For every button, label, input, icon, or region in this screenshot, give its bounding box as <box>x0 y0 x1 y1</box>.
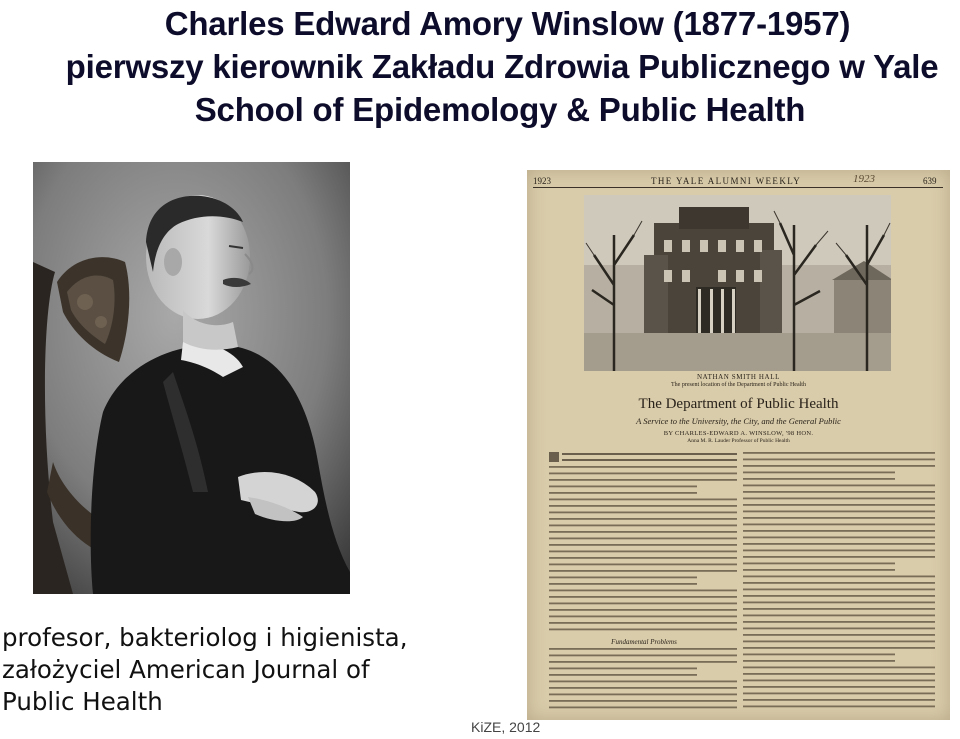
text-line <box>549 700 737 702</box>
text-line <box>743 459 935 461</box>
title-line-2: pierwszy kierownik Zakładu Zdrowia Publicznego w Yale <box>65 48 939 85</box>
text-line <box>743 693 935 695</box>
text-line <box>743 524 935 526</box>
text-line <box>549 525 737 527</box>
text-line <box>743 550 935 552</box>
text-line <box>549 499 737 501</box>
text-line <box>743 465 935 467</box>
text-line <box>549 668 697 670</box>
text-line <box>549 622 737 624</box>
text-line <box>743 706 935 708</box>
footer-credit: KiZE, 2012 <box>471 719 541 735</box>
page-number: 639 <box>923 176 937 186</box>
article-byline-role: Anna M. R. Lauder Professor of Public Health <box>687 438 790 444</box>
text-line <box>743 582 935 584</box>
text-line <box>549 687 737 689</box>
text-line <box>743 589 935 591</box>
text-line <box>549 512 737 514</box>
portrait-illustration <box>33 162 350 594</box>
text-line <box>743 602 935 604</box>
portrait-photo <box>33 162 350 594</box>
caption-line-3: Public Health <box>2 687 163 716</box>
text-line <box>743 511 935 513</box>
text-line <box>743 673 935 675</box>
photo-subcaption: The present location of the Department of Public Health <box>671 382 806 388</box>
text-line <box>743 667 935 669</box>
article-title: The Department of Public Health <box>638 396 839 412</box>
text-line <box>743 576 935 578</box>
magazine-page <box>527 170 950 720</box>
page-year-left: 1923 <box>533 176 551 186</box>
text-line <box>549 603 737 605</box>
column-left-text-lines <box>549 450 739 712</box>
text-line <box>743 615 935 617</box>
text-line <box>743 498 935 500</box>
article-column-right <box>743 450 939 715</box>
caption-line-1: profesor, bakteriolog i higienista, <box>2 623 408 652</box>
text-line <box>549 707 737 709</box>
text-line <box>743 686 935 688</box>
text-line <box>549 479 737 481</box>
caption-line-2: założyciel American Journal of <box>2 655 370 684</box>
title-line-3: School of Epidemology & Public Health <box>194 91 806 128</box>
text-line <box>549 616 737 618</box>
text-line <box>549 492 697 494</box>
text-line <box>743 517 935 519</box>
text-line <box>743 478 895 480</box>
column-right-text-lines <box>743 450 939 712</box>
text-line <box>549 570 737 572</box>
text-line <box>743 654 895 656</box>
text-line <box>549 564 737 566</box>
text-line <box>549 551 737 553</box>
text-line <box>743 472 895 474</box>
text-line <box>549 557 737 559</box>
text-line <box>743 537 935 539</box>
text-line <box>549 661 737 663</box>
text-line <box>743 485 935 487</box>
caption <box>2 622 407 718</box>
text-line <box>743 680 935 682</box>
title-line-1: Charles Edward Amory Winslow (1877-1957) <box>164 5 851 42</box>
text-line <box>549 694 737 696</box>
text-line <box>743 628 935 630</box>
text-line <box>743 621 935 623</box>
text-line <box>743 641 935 643</box>
text-line <box>549 544 737 546</box>
building-photo <box>584 195 891 371</box>
article-byline: BY CHARLES-EDWARD A. WINSLOW, '98 HON. <box>663 430 814 437</box>
text-line <box>549 538 737 540</box>
text-line <box>743 647 935 649</box>
text-line <box>743 569 895 571</box>
text-line <box>743 660 895 662</box>
text-line <box>549 590 737 592</box>
text-line <box>549 466 737 468</box>
text-line <box>549 486 697 488</box>
text-line <box>549 655 737 657</box>
text-line <box>743 595 935 597</box>
text-line <box>549 531 737 533</box>
text-line <box>549 473 737 475</box>
text-line <box>743 556 935 558</box>
text-line <box>549 577 697 579</box>
text-line <box>549 518 737 520</box>
text-line <box>743 452 935 454</box>
building-illustration <box>584 195 891 371</box>
text-line <box>549 596 737 598</box>
text-line <box>549 629 737 631</box>
text-line <box>743 530 935 532</box>
text-line <box>549 505 737 507</box>
text-line <box>743 563 895 565</box>
magazine-title: THE YALE ALUMNI WEEKLY <box>651 176 802 186</box>
text-line <box>549 674 697 676</box>
section-heading: Fundamental Problems <box>549 638 739 646</box>
text-line <box>549 648 737 650</box>
text-line <box>549 583 697 585</box>
text-line <box>743 608 935 610</box>
header-rule <box>533 187 943 188</box>
text-line <box>743 491 935 493</box>
text-line <box>743 504 935 506</box>
text-line <box>549 609 737 611</box>
text-line <box>743 699 935 701</box>
text-line <box>743 634 935 636</box>
slide-title <box>0 2 960 131</box>
text-line <box>549 681 737 683</box>
text-line <box>743 543 935 545</box>
photo-caption: NATHAN SMITH HALL <box>697 373 780 381</box>
article-subtitle: A Service to the University, the City, and the General Public <box>636 416 841 426</box>
article-column-left <box>549 450 745 715</box>
handwritten-year: 1923 <box>853 173 875 185</box>
